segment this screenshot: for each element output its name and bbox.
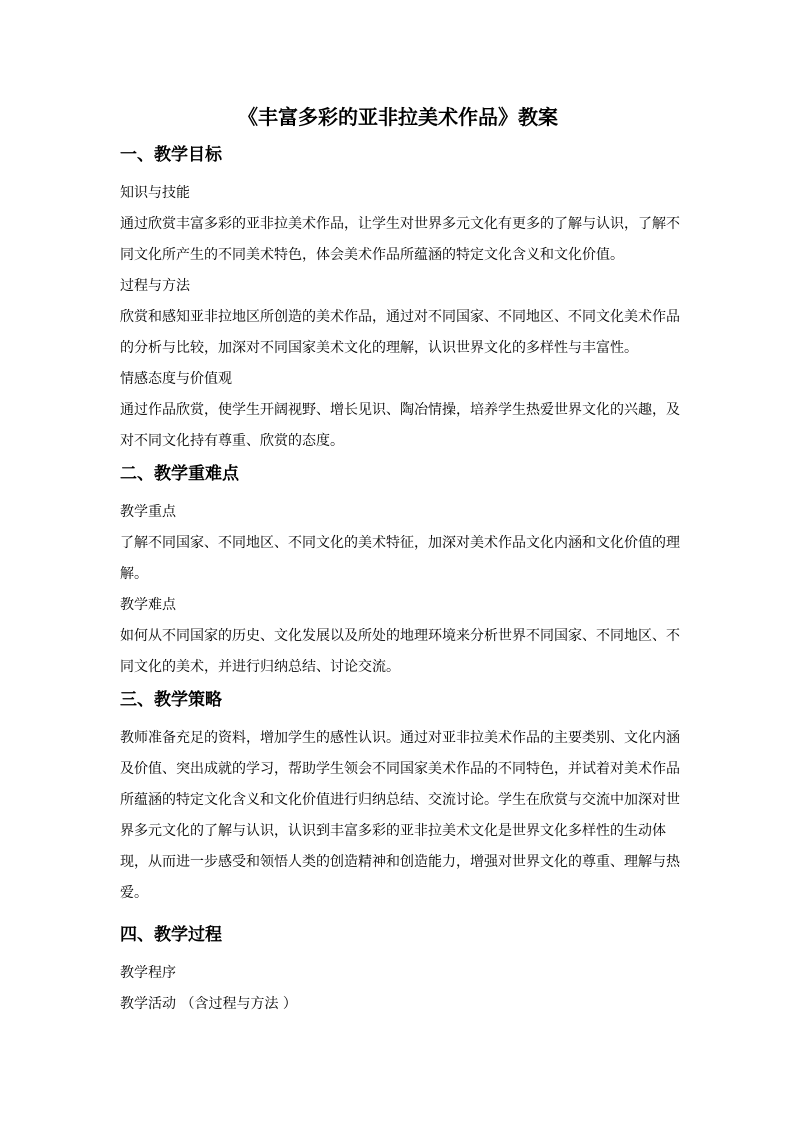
- section-heading-process: 四、教学过程: [120, 925, 222, 945]
- paragraph-line: 欣赏和感知亚非拉地区所创造的美术作品，通过对不同国家、不同地区、不同文化美术作品: [120, 309, 680, 325]
- paragraph-strategy: [120, 723, 680, 909]
- subheading-teaching-activities: 教学活动 （含过程与方法 ）: [120, 996, 297, 1012]
- section-heading-key-difficult: 二、教学重难点: [120, 464, 239, 484]
- subheading-difficult-points: 教学难点: [120, 597, 176, 613]
- paragraph-knowledge-skills: [120, 209, 680, 271]
- paragraph-key-points: [120, 528, 680, 590]
- paragraph-line: 爱。: [120, 885, 148, 901]
- document-title: 《丰富多彩的亚非拉美术作品》教案: [238, 105, 558, 129]
- paragraph-attitude-values: [120, 395, 680, 457]
- section-heading-strategy: 三、教学策略: [120, 690, 222, 710]
- paragraph-process-methods: [120, 302, 680, 364]
- paragraph-line: 如何从不同国家的历史、文化发展以及所处的地理环境来分析世界不同国家、不同地区、不: [120, 628, 680, 644]
- paragraph-line: 及价值、突出成就的学习，帮助学生领会不同国家美术作品的不同特色，并试着对美术作品: [120, 761, 680, 777]
- paragraph-line: 解。: [120, 566, 148, 582]
- paragraph-line: 教师准备充足的资料，增加学生的感性认识。通过对亚非拉美术作品的主要类别、文化内涵: [120, 730, 680, 746]
- subheading-attitude-values: 情感态度与价值观: [120, 371, 232, 387]
- paragraph-line: 通过作品欣赏，使学生开阔视野、增长见识、陶冶情操，培养学生热爱世界文化的兴趣，及: [120, 402, 680, 418]
- paragraph-line: 了解不同国家、不同地区、不同文化的美术特征，加深对美术作品文化内涵和文化价值的理: [120, 535, 680, 551]
- section-heading-objectives: 一、教学目标: [120, 145, 222, 165]
- subheading-knowledge-skills: 知识与技能: [120, 185, 190, 201]
- paragraph-difficult-points: [120, 621, 680, 683]
- subheading-key-points: 教学重点: [120, 504, 176, 520]
- paragraph-line: 所蕴涵的特定文化含义和文化价值进行归纳总结、交流讨论。学生在欣赏与交流中加深对世: [120, 792, 680, 808]
- subheading-process-methods: 过程与方法: [120, 278, 190, 294]
- paragraph-line: 现，从而进一步感受和领悟人类的创造精神和创造能力，增强对世界文化的尊重、理解与热: [120, 854, 680, 870]
- paragraph-line: 界多元文化的了解与认识，认识到丰富多彩的亚非拉美术文化是世界文化多样性的生动体: [120, 823, 666, 839]
- document-page: [120, 98, 680, 1020]
- paragraph-line: 通过欣赏丰富多彩的亚非拉美术作品，让学生对世界多元文化有更多的了解与认识，了解不: [120, 216, 680, 232]
- paragraph-line: 对不同文化持有尊重、欣赏的态度。: [120, 433, 344, 449]
- paragraph-line: 同文化的美术，并进行归纳总结、讨论交流。: [120, 659, 400, 675]
- paragraph-line: 的分析与比较，加深对不同国家美术文化的理解，认识世界文化的多样性与丰富性。: [120, 340, 638, 356]
- subheading-teaching-procedure: 教学程序: [120, 965, 176, 981]
- paragraph-line: 同文化所产生的不同美术特色，体会美术作品所蕴涵的特定文化含义和文化价值。: [120, 247, 624, 263]
